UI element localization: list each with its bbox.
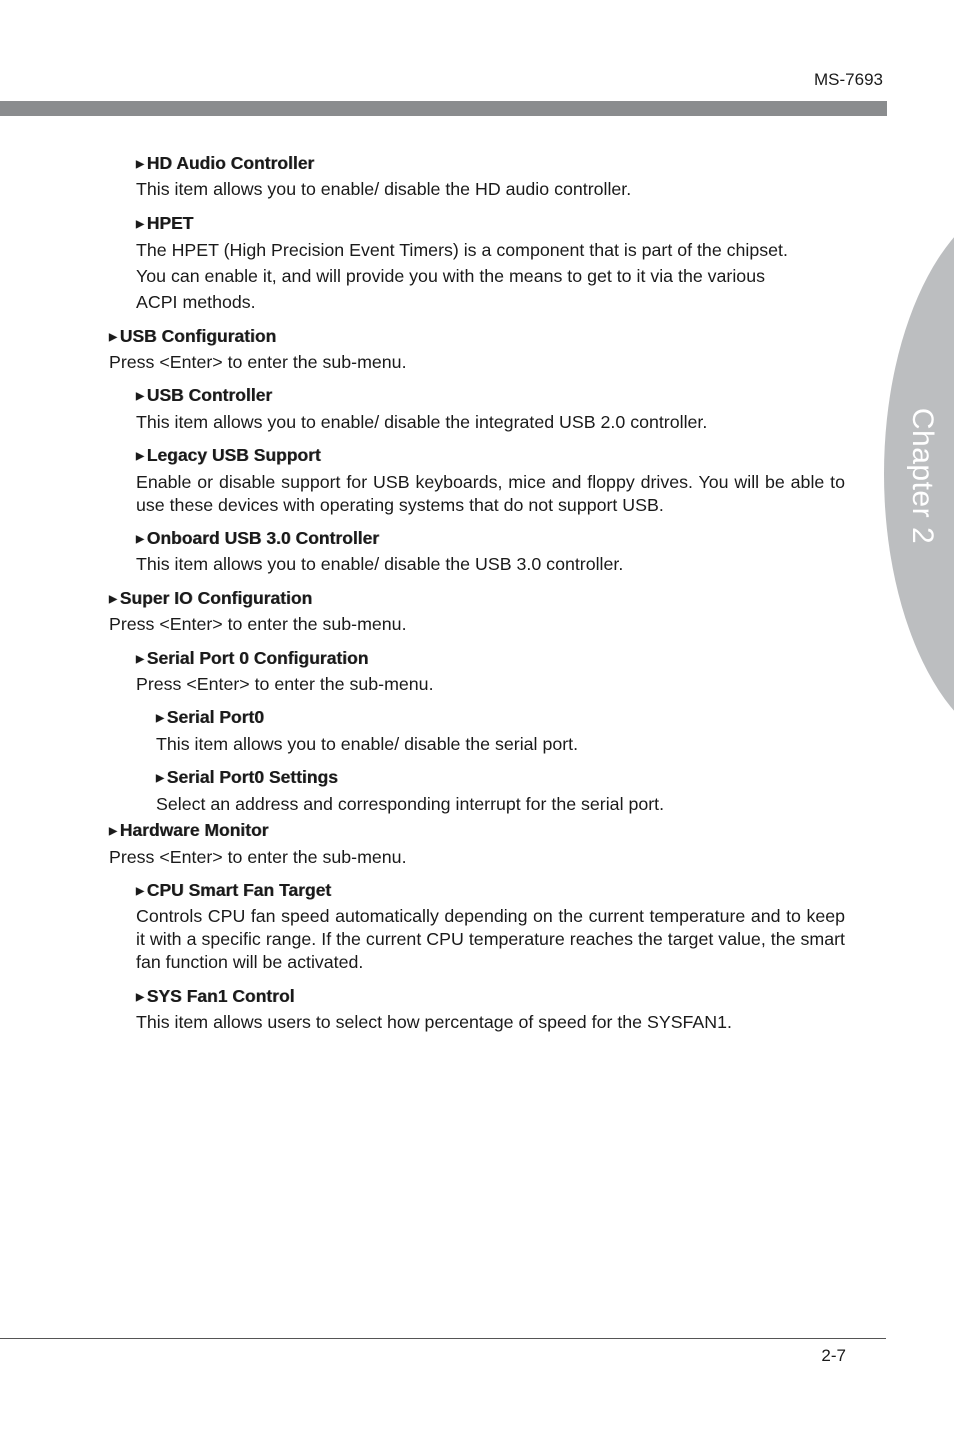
desc-hpet-line3: ACPI methods. (136, 292, 256, 312)
desc-cpu-smart-fan-target: Controls CPU fan speed automatically depending on the current temperature and to keep it with a specific range. If the current CPU temperature reaches the target value, the smart fan function will be activated. (136, 906, 845, 972)
desc-serial-port0-configuration: Press <Enter> to enter the sub-menu. (136, 674, 434, 694)
desc-usb-configuration: Press <Enter> to enter the sub-menu. (109, 352, 407, 372)
triangle-bullet-icon: ▶ (156, 713, 164, 724)
heading-super-io-configuration: ▶ Super IO Configuration (109, 588, 313, 608)
desc-super-io-configuration: Press <Enter> to enter the sub-menu. (109, 614, 407, 634)
triangle-bullet-icon: ▶ (109, 826, 117, 837)
heading-cpu-smart-fan-target: ▶ CPU Smart Fan Target (136, 880, 332, 900)
triangle-bullet-icon: ▶ (136, 159, 144, 170)
heading-usb-controller: ▶ USB Controller (136, 385, 273, 405)
heading-hpet: ▶ HPET (136, 213, 194, 233)
triangle-bullet-icon: ▶ (109, 332, 117, 343)
footer-rule (0, 1338, 886, 1339)
triangle-bullet-icon: ▶ (136, 391, 144, 402)
model-number: MS-7693 (814, 70, 883, 89)
triangle-bullet-icon: ▶ (136, 534, 144, 545)
triangle-bullet-icon: ▶ (136, 886, 144, 897)
desc-usb-controller: This item allows you to enable/ disable the integrated USB 2.0 controller. (136, 412, 708, 432)
heading-sys-fan1-control: ▶ SYS Fan1 Control (136, 986, 295, 1006)
triangle-bullet-icon: ▶ (136, 451, 144, 462)
heading-usb-configuration: ▶ USB Configuration (109, 326, 277, 346)
desc-legacy-usb-support: Enable or disable support for USB keyboards, mice and floppy drives. You will be able to use these devices with operating systems that do not support USB. (136, 472, 845, 515)
triangle-bullet-icon: ▶ (109, 594, 117, 605)
heading-legacy-usb-support: ▶ Legacy USB Support (136, 445, 321, 465)
desc-hpet-line1: The HPET (High Precision Event Timers) is a component that is part of the chipset. (136, 240, 788, 260)
header-bar (0, 101, 887, 116)
desc-serial-port0-settings: Select an address and corresponding interrupt for the serial port. (156, 794, 665, 814)
desc-onboard-usb3-controller: This item allows you to enable/ disable the USB 3.0 controller. (136, 554, 624, 574)
desc-hpet-line2: You can enable it, and will provide you with the means to get to it via the various (136, 266, 765, 286)
heading-hd-audio-controller: ▶ HD Audio Controller (136, 153, 315, 173)
heading-hardware-monitor: ▶ Hardware Monitor (109, 820, 269, 840)
desc-hd-audio-controller: This item allows you to enable/ disable the HD audio controller. (136, 179, 632, 199)
desc-hardware-monitor: Press <Enter> to enter the sub-menu. (109, 847, 407, 867)
heading-serial-port0: ▶ Serial Port0 (156, 707, 264, 727)
triangle-bullet-icon: ▶ (136, 654, 144, 665)
desc-serial-port0: This item allows you to enable/ disable the serial port. (156, 734, 579, 754)
triangle-bullet-icon: ▶ (136, 219, 144, 230)
heading-onboard-usb3-controller: ▶ Onboard USB 3.0 Controller (136, 528, 380, 548)
triangle-bullet-icon: ▶ (136, 992, 144, 1003)
heading-serial-port0-configuration: ▶ Serial Port 0 Configuration (136, 648, 369, 668)
triangle-bullet-icon: ▶ (156, 773, 164, 784)
heading-serial-port0-settings: ▶ Serial Port0 Settings (156, 767, 338, 787)
page-number: 2-7 (821, 1346, 846, 1365)
chapter-label: Chapter 2 (906, 407, 939, 545)
desc-sys-fan1-control: This item allows users to select how percentage of speed for the SYSFAN1. (136, 1012, 732, 1032)
